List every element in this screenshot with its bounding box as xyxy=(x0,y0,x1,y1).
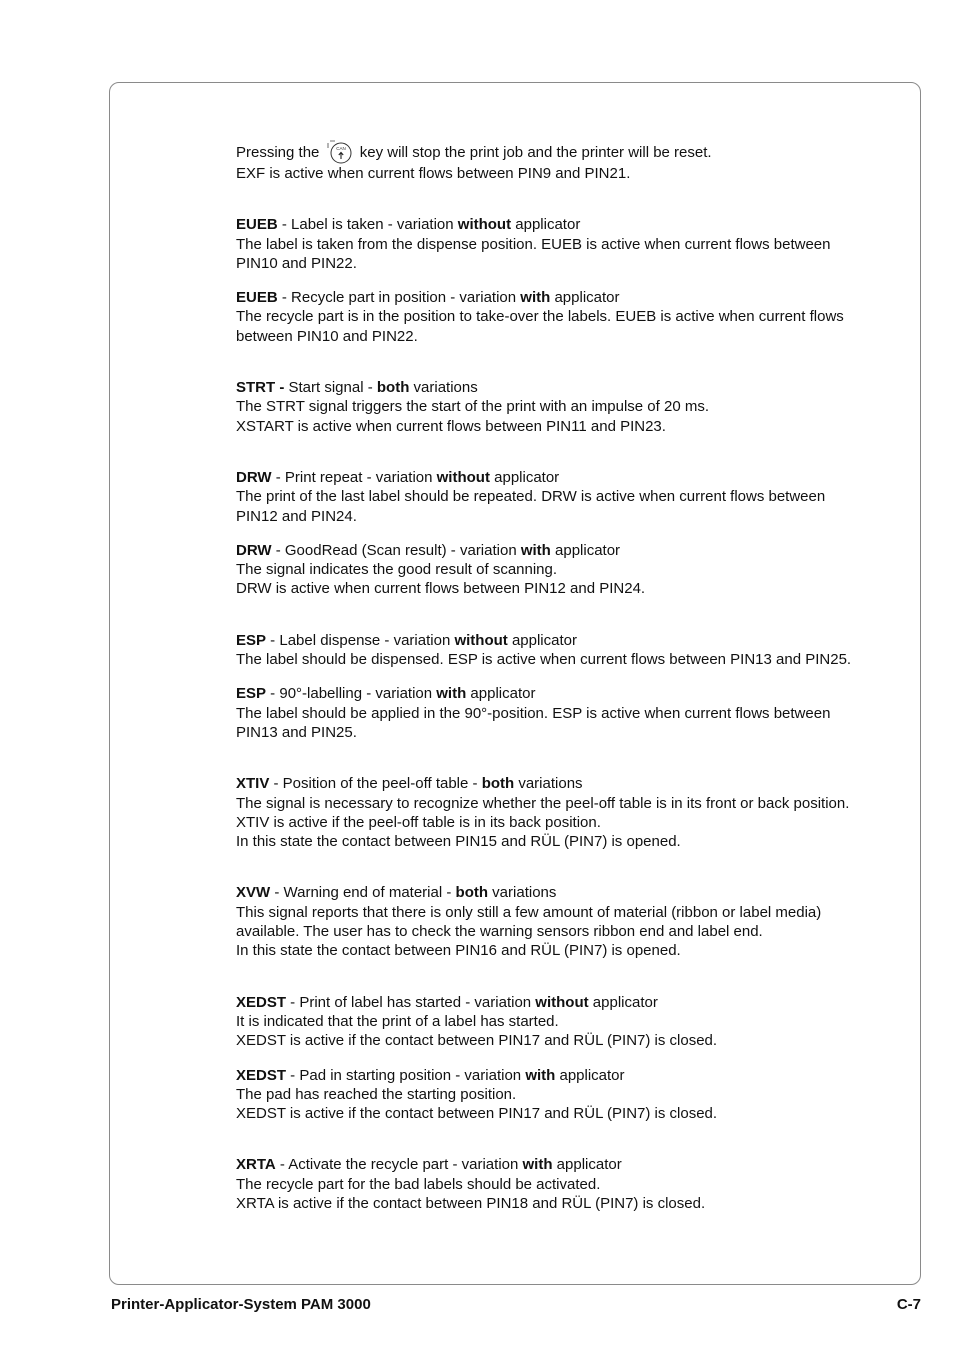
signal-desc-end: variations xyxy=(488,884,557,902)
signal-entry xyxy=(236,215,886,273)
signal-text-line: XRTA is active if the contact between PIN18 and RÜL (PIN7) is closed. xyxy=(236,1194,706,1212)
signal-text-line: The label should be applied in the 90°-position. ESP is active when current flows between xyxy=(236,704,831,722)
intro-line-1 xyxy=(236,140,886,164)
variation-keyword: with xyxy=(520,289,551,307)
signal-text-line: The print of the last label should be repeated. DRW is active when current flows between xyxy=(236,488,826,506)
footer-title: Printer-Applicator-System PAM 3000 xyxy=(111,1296,371,1313)
entry-gap xyxy=(236,273,886,288)
signal-text-line: The label should be dispensed. ESP is active when current flows between PIN13 and PIN25. xyxy=(236,651,852,669)
signal-desc-end: applicator xyxy=(507,631,577,649)
signal-desc: - Position of the peel-off table - xyxy=(269,775,482,793)
signal-code: XEDST xyxy=(236,1066,287,1084)
signal-code: EUEB xyxy=(236,216,278,234)
can-key-label: CAN xyxy=(335,146,346,151)
signal-desc-end: variations xyxy=(514,775,583,793)
signal-code: XVW xyxy=(236,884,271,902)
signal-text-line: XSTART is active when current flows between PIN11 and PIN23. xyxy=(236,417,666,435)
signal-entry xyxy=(236,631,886,670)
signal-desc-end: variations xyxy=(409,379,478,397)
signal-entry xyxy=(236,993,886,1051)
variation-keyword: with xyxy=(520,541,551,559)
signal-text-line: PIN13 and PIN25. xyxy=(236,723,357,741)
page-content xyxy=(236,140,886,1213)
variation-keyword: both xyxy=(481,775,515,793)
signal-entry xyxy=(236,1066,886,1124)
signal-text-line: The recycle part for the bad labels should be activated. xyxy=(236,1175,601,1193)
variation-keyword: without xyxy=(454,631,508,649)
signal-entry xyxy=(236,1155,886,1213)
signal-title xyxy=(236,378,886,397)
signal-text-line: The label is taken from the dispense position. EUEB is active when current flows between xyxy=(236,235,831,253)
signal-desc: - Label is taken - variation xyxy=(277,216,458,234)
signal-desc-end: applicator xyxy=(552,1156,622,1174)
signal-code: STRT - xyxy=(236,379,285,397)
signal-title xyxy=(236,288,886,307)
signal-sections xyxy=(236,183,886,1213)
page-number: C-7 xyxy=(896,1296,921,1313)
intro-line-2: EXF is active when current flows between PIN9 and PIN21. xyxy=(236,165,631,182)
signal-text-line: In this state the contact between PIN15 and RÜL (PIN7) is opened. xyxy=(236,833,681,851)
variation-keyword: both xyxy=(455,884,489,902)
signal-entry xyxy=(236,883,886,960)
signal-text-line: available. The user has to check the warning sensors ribbon end and label end. xyxy=(236,923,763,941)
signal-desc: - Pad in starting position - variation xyxy=(286,1066,526,1084)
signal-code: DRW xyxy=(236,541,272,559)
signal-entry xyxy=(236,541,886,599)
signal-text-line: The recycle part is in the position to take-over the labels. EUEB is active when current flows xyxy=(236,308,844,326)
signal-text-line: XTIV is active if the peel-off table is in its back position. xyxy=(236,813,601,831)
signal-text-line: DRW is active when current flows between PIN12 and PIN24. xyxy=(236,580,646,598)
signal-title xyxy=(236,1155,886,1174)
variation-keyword: without xyxy=(436,468,490,486)
signal-code: XEDST xyxy=(236,993,287,1011)
signal-title xyxy=(236,468,886,487)
signal-code: EUEB xyxy=(236,289,278,307)
signal-title xyxy=(236,883,886,902)
signal-desc: - GoodRead (Scan result) - variation xyxy=(271,541,521,559)
section-gap xyxy=(236,961,886,993)
signal-text-line: XEDST is active if the contact between PIN17 and RÜL (PIN7) is closed. xyxy=(236,1032,718,1050)
signal-title xyxy=(236,993,886,1012)
signal-entry xyxy=(236,288,886,346)
signal-desc: - Print of label has started - variation xyxy=(286,993,536,1011)
page-footer xyxy=(111,1296,921,1313)
signal-desc: - Warning end of material - xyxy=(270,884,456,902)
entry-gap xyxy=(236,1051,886,1066)
signal-entry xyxy=(236,468,886,526)
signal-title xyxy=(236,631,886,650)
signal-desc: - Activate the recycle part - variation xyxy=(275,1156,523,1174)
signal-text-line: It is indicated that the print of a label has started. xyxy=(236,1012,559,1030)
signal-code: DRW xyxy=(236,468,272,486)
signal-desc-end: applicator xyxy=(511,216,581,234)
entry-gap xyxy=(236,526,886,541)
variation-keyword: with xyxy=(522,1156,553,1174)
signal-section xyxy=(236,993,886,1124)
signal-text-line: The signal indicates the good result of scanning. xyxy=(236,561,558,579)
signal-title xyxy=(236,684,886,703)
signal-code: XTIV xyxy=(236,775,270,793)
signal-text-line: XEDST is active if the contact between PIN17 and RÜL (PIN7) is closed. xyxy=(236,1105,718,1123)
entry-gap xyxy=(236,669,886,684)
variation-keyword: without xyxy=(457,216,512,234)
can-key-icon xyxy=(327,140,353,164)
signal-title xyxy=(236,215,886,234)
signal-title xyxy=(236,1066,886,1085)
signal-desc-end: applicator xyxy=(489,468,560,486)
section-gap xyxy=(236,436,886,468)
signal-text-line: PIN10 and PIN22. xyxy=(236,254,357,272)
section-gap xyxy=(236,346,886,378)
signal-text-line: between PIN10 and PIN22. xyxy=(236,327,418,345)
signal-section xyxy=(236,1155,886,1213)
signal-text-line: The pad has reached the starting position. xyxy=(236,1085,517,1103)
signal-text-line: The signal is necessary to recognize whether the peel-off table is in its front or back position. xyxy=(236,794,850,812)
signal-desc: - 90°-labelling - variation xyxy=(266,685,437,703)
signal-entry xyxy=(236,684,886,742)
section-gap xyxy=(236,742,886,774)
section-gap xyxy=(236,599,886,631)
signal-text-line: This signal reports that there is only still a few amount of material (ribbon or label media) xyxy=(236,903,822,921)
signal-text-line: PIN12 and PIN24. xyxy=(236,507,357,525)
signal-desc: Start signal - xyxy=(284,379,377,397)
signal-section xyxy=(236,378,886,436)
signal-desc-end: applicator xyxy=(588,993,658,1011)
signal-desc-end: applicator xyxy=(555,1066,625,1084)
signal-text-line: In this state the contact between PIN16 and RÜL (PIN7) is opened. xyxy=(236,942,681,960)
section-gap xyxy=(236,851,886,883)
variation-keyword: with xyxy=(436,685,467,703)
signal-entry xyxy=(236,774,886,851)
signal-section xyxy=(236,883,886,960)
signal-section xyxy=(236,215,886,346)
signal-desc: - Label dispense - variation xyxy=(266,631,455,649)
signal-code: XRTA xyxy=(236,1156,276,1174)
signal-code: ESP xyxy=(236,685,267,703)
variation-keyword: with xyxy=(525,1066,556,1084)
signal-code: ESP xyxy=(236,631,267,649)
signal-desc: - Recycle part in position - variation xyxy=(277,289,521,307)
signal-text-line: The STRT signal triggers the start of the print with an impulse of 20 ms. xyxy=(236,398,709,416)
signal-entry xyxy=(236,378,886,436)
variation-keyword: both xyxy=(376,379,410,397)
signal-desc: - Print repeat - variation xyxy=(271,468,437,486)
signal-title xyxy=(236,541,886,560)
intro-text-after: key will stop the print job and the printer will be reset. xyxy=(359,144,712,161)
section-gap xyxy=(236,183,886,215)
intro-text-before: Pressing the xyxy=(236,144,320,161)
signal-desc-end: applicator xyxy=(550,289,620,307)
section-gap xyxy=(236,1123,886,1155)
signal-desc-end: applicator xyxy=(466,685,536,703)
variation-keyword: without xyxy=(535,993,589,1011)
signal-section xyxy=(236,468,886,599)
signal-section xyxy=(236,774,886,851)
signal-desc-end: applicator xyxy=(550,541,621,559)
signal-title xyxy=(236,774,886,793)
signal-section xyxy=(236,631,886,742)
